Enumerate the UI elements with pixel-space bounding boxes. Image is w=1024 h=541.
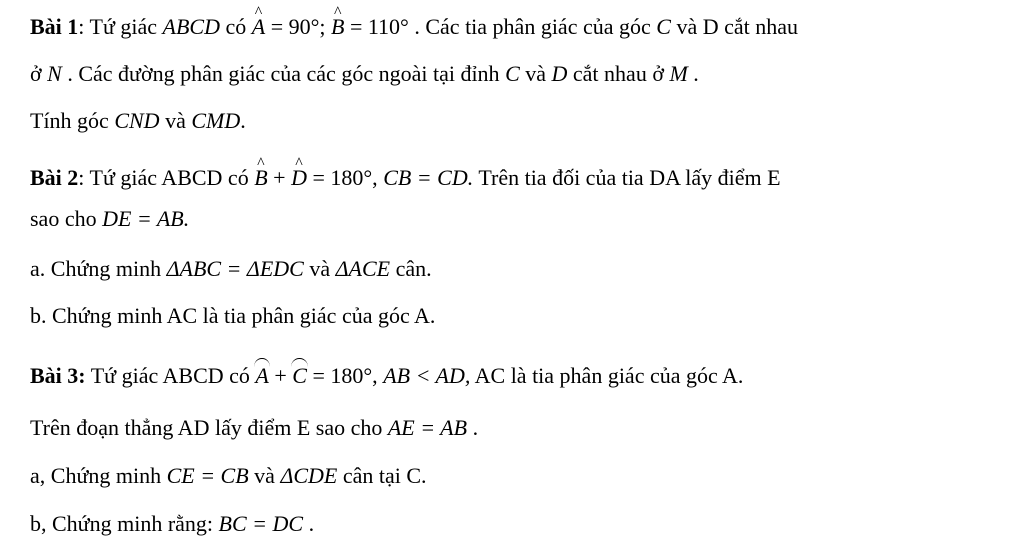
bai2-line-1: Bài 2: Tứ giác ABCD có ^ B + ^ D = 180°, CB = CD. Trên tia đối của tia DA lấy điểm E [30,164,781,192]
bai1-line-3: Tính góc CND và CMD. [30,108,246,133]
bai3-line-1: Bài 3: Tứ giác ABCD có A + C = 180°, AB < AD, AC là tia phân giác của góc A. [30,363,744,388]
bai3-line-3: a, Chứng minh CE = CB và ΔCDE cân tại C. [30,463,427,488]
bai3-line-4: b, Chứng minh rằng: BC = DC . [30,511,315,536]
bai2-line-3: a. Chứng minh ΔABC = ΔEDC và ΔACE cân. [30,256,432,281]
bai2-line-2: sao cho DE = AB. [30,206,190,231]
bai1-line-1: Bài 1: Tứ giác ABCD có ^ A = 90°; ^ B = 110° . Các tia phân giác của góc C và D cắt nhau [30,13,798,41]
bai3-heading: Bài 3: [30,363,86,388]
bai2-heading: Bài 2 [30,165,79,190]
bai1-line-2: ở N . Các đường phân giác của các góc ngoài tại đỉnh C và D cắt nhau ở M . [30,61,699,86]
bai2-line-4: b. Chứng minh AC là tia phân giác của góc A. [30,303,436,328]
bai3-line-2: Trên đoạn thẳng AD lấy điểm E sao cho AE = AB . [30,415,479,440]
bai1-heading: Bài 1 [30,14,79,39]
